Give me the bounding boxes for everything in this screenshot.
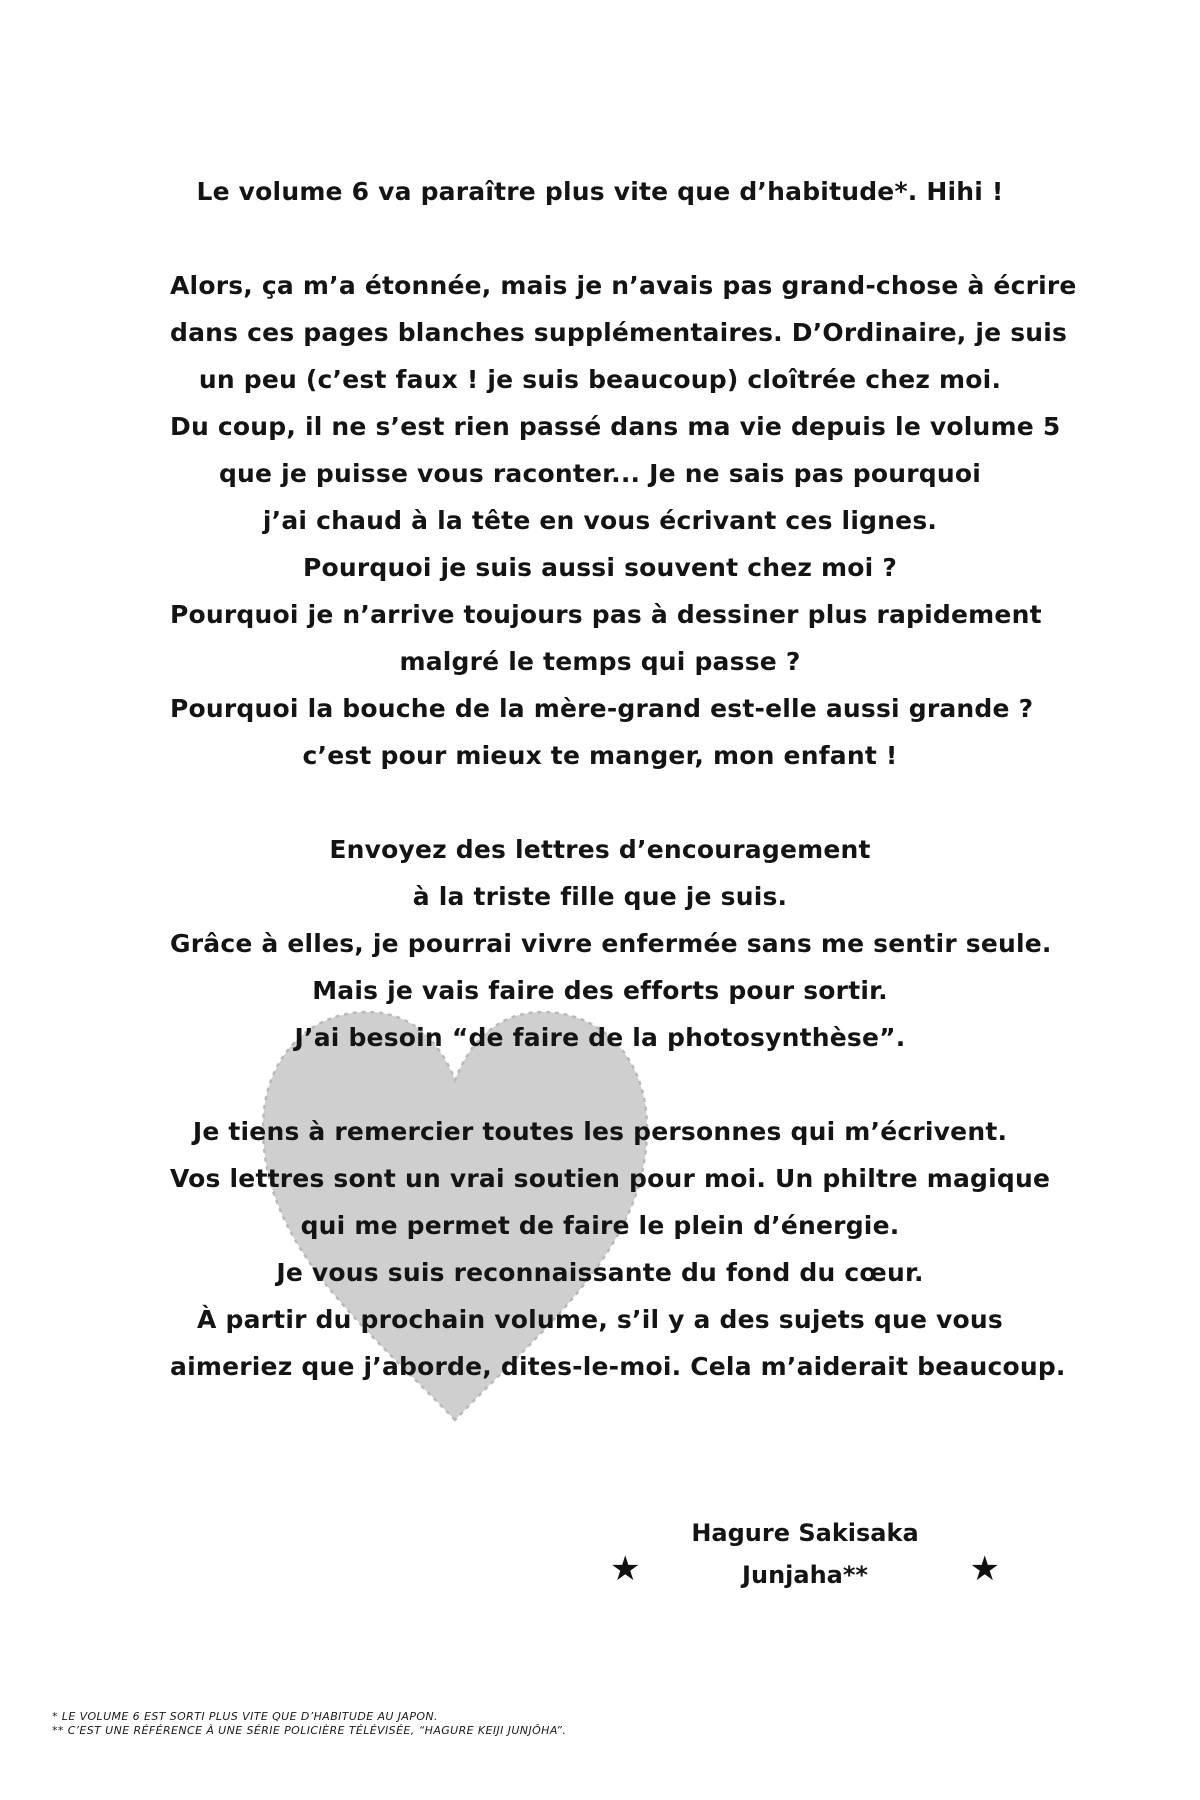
letter-line: Je tiens à remercier toutes les personnes qui m’écrivent. [192, 1117, 1008, 1146]
author-subtitle: Junjaha** [742, 1561, 868, 1589]
signature-text [670, 1512, 940, 1596]
footnote: * LE VOLUME 6 EST SORTI PLUS VITE QUE D’HABITUDE AU JAPON. [52, 1710, 438, 1723]
letter-line: que je puisse vous raconter... Je ne sais pas pourquoi [218, 459, 982, 488]
letter-line: J’ai besoin “de faire de la photosynthèse”. [294, 1023, 906, 1052]
letter-line: Mais je vais faire des efforts pour sortir. [312, 976, 888, 1005]
star-icon: ★ [969, 1549, 1000, 1589]
letter-line: un peu (c’est faux ! je suis beaucoup) cloîtrée chez moi. [198, 365, 1002, 394]
paragraph-home-life [170, 262, 1077, 779]
paragraph-thanks [170, 1108, 1066, 1390]
author-name: Hagure Sakisaka [691, 1519, 919, 1547]
letter-line: Je vous suis reconnaissante du fond du cœur. [276, 1258, 924, 1287]
author-signature [610, 1512, 1000, 1622]
letter-line: Le volume 6 va paraître plus vite que d’habitude*. Hihi ! [196, 177, 1004, 206]
translator-footnotes [52, 1710, 1152, 1738]
letter-line: Grâce à elles, je pourrai vivre enfermée sans me sentir seule. [170, 929, 1052, 958]
letter-line: À partir du prochain volume, s’il y a des sujets que vous [197, 1305, 1003, 1334]
letter-line: malgré le temps qui passe ? [399, 647, 801, 676]
letter-line: Alors, ça m’a étonnée, mais je n’avais pas grand-chose à écrire [170, 271, 1077, 300]
letter-line: Pourquoi je n’arrive toujours pas à dessiner plus rapidement [170, 600, 1042, 629]
star-icon: ★ [610, 1549, 641, 1589]
letter-line: à la triste fille que je suis. [412, 882, 788, 911]
letter-line: dans ces pages blanches supplémentaires. D’Ordinaire, je suis [170, 318, 1068, 347]
letter-line: Pourquoi la bouche de la mère-grand est-elle aussi grande ? [170, 694, 1034, 723]
letter-line: Vos lettres sont un vrai soutien pour moi. Un philtre magique [170, 1164, 1051, 1193]
letter-line: qui me permet de faire le plein d’énergie. [300, 1211, 900, 1240]
letter-line: Du coup, il ne s’est rien passé dans ma vie depuis le volume 5 [170, 412, 1061, 441]
letter-line: Envoyez des lettres d’encouragement [329, 835, 871, 864]
paragraph-release-note [170, 168, 1030, 215]
letter-line: c’est pour mieux te manger, mon enfant ! [302, 741, 898, 770]
footnote: ** C’EST UNE RÉFÉRENCE À UNE SÉRIE POLICIÈRE TÉLÉVISÉE, “HAGURE KEIJI JUNJÔHA”. [52, 1724, 567, 1737]
letter-line: Pourquoi je suis aussi souvent chez moi ? [302, 553, 898, 582]
letter-line: aimeriez que j’aborde, dites-le-moi. Cela m’aiderait beaucoup. [170, 1352, 1066, 1381]
paragraph-encouragement [170, 826, 1052, 1061]
afterword-letter [170, 168, 1077, 1437]
letter-line: j’ai chaud à la tête en vous écrivant ces lignes. [262, 506, 938, 535]
